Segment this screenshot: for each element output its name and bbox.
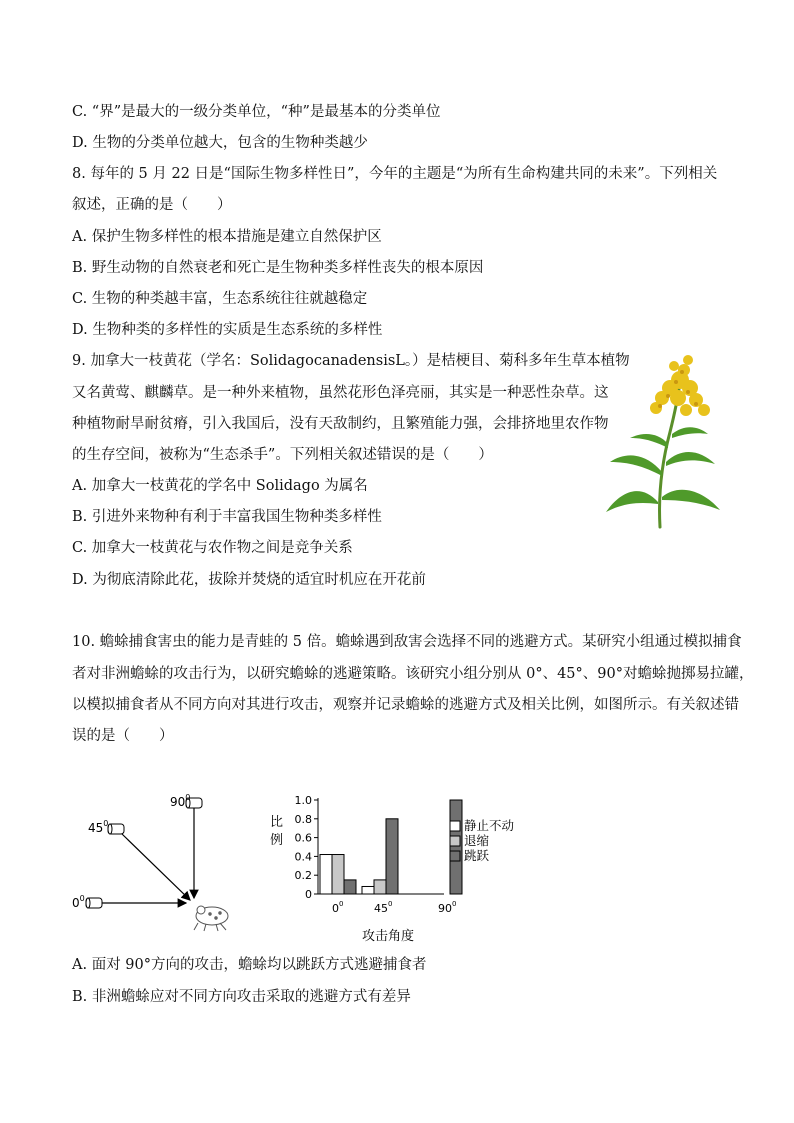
legend-label: 退缩	[464, 833, 490, 848]
option-d-q7: D. 生物的分类单位越大，包含的生物种类越少	[72, 135, 368, 151]
option-a-q8: A. 保护生物多样性的根本措施是建立自然保护区	[72, 229, 382, 245]
y-tick-label: 0.6	[294, 831, 312, 845]
question-10-stem: 10. 蟾蜍捕食害虫的能力是青蛙的 5 倍。蟾蜍遇到敌害会选择不同的逃避方式。某研究小组通过模拟捕食	[72, 634, 742, 650]
legend-label: 静止不动	[464, 818, 515, 833]
question-9-stem-2: 又名黄莺、麒麟草。是一种外来植物，虽然花形色泽亮丽，其实是一种恶性杂草。这	[72, 385, 609, 401]
legend-swatch	[450, 851, 460, 861]
bar-退缩-45	[374, 880, 386, 894]
x-tick-label: $0^0$	[332, 900, 344, 915]
option-a-q9: A. 加拿大一枝黄花的学名中 Solidago 为属名	[72, 478, 368, 494]
y-tick-label: 0	[305, 888, 312, 901]
ylabel-char-2: 例	[270, 833, 284, 848]
legend-label: 跳跃	[464, 848, 490, 863]
option-c-q7: C. “界”是最大的一级分类单位，“种”是最基本的分类单位	[72, 104, 441, 120]
bar-静止不动-45	[362, 886, 374, 894]
question-9-stem: 9. 加拿大一枝黄花（学名：SolidagocanadensisL。）是桔梗目、菊科多年生草本植物	[72, 353, 630, 369]
question-9-stem-3: 种植物耐旱耐贫瘠，引入我国后，没有天敌制约，且繁殖能力强，会排挤地里农作物	[72, 416, 609, 432]
option-b-q10: B. 非洲蟾蜍应对不同方向攻击采取的逃避方式有差异	[72, 989, 411, 1005]
attack-direction-diagram	[70, 788, 230, 938]
label-0: $0^0$	[72, 894, 85, 910]
option-a-q10: A. 面对 90°方向的攻击，蟾蜍均以跳跃方式逃避捕食者	[72, 957, 427, 973]
option-c-q9: C. 加拿大一枝黄花与农作物之间是竞争关系	[72, 540, 353, 556]
bar-跳跃-45	[386, 819, 398, 894]
bar-退缩-0	[332, 855, 344, 894]
question-10-stem-4: 误的是（ ）	[72, 728, 174, 744]
option-b-q8: B. 野生动物的自然衰老和死亡是生物种类多样性丧失的根本原因	[72, 260, 484, 276]
question-10-stem-2: 者对非洲蟾蜍的攻击行为，以研究蟾蜍的逃避策略。该研究小组分别从 0°、45°、90°对蟾蜍抛掷易拉罐，	[72, 666, 754, 682]
y-tick-label: 0.4	[294, 850, 312, 864]
label-90: $90^0$	[170, 793, 191, 809]
question-10-stem-3: 以模拟捕食者从不同方向对其进行攻击，观察并记录蟾蜍的逃避方式及相关比例，如图所示。有关叙述错	[72, 697, 739, 713]
option-c-q8: C. 生物的种类越丰富，生态系统往往就越稳定	[72, 291, 368, 307]
question-8-stem-cont: 叙述，正确的是（ ）	[72, 197, 232, 213]
can-0-icon	[86, 898, 102, 908]
legend-swatch	[450, 836, 460, 846]
option-b-q9: B. 引进外来物种有利于丰富我国生物种类多样性	[72, 509, 382, 525]
arrow-45	[122, 834, 190, 900]
ylabel-char-1: 比	[270, 815, 284, 830]
y-tick-label: 0.8	[294, 812, 312, 826]
xlabel: 攻击角度	[362, 929, 415, 944]
legend-swatch	[450, 821, 460, 831]
bar-跳跃-90	[450, 800, 462, 894]
y-tick-label: 0.2	[294, 869, 312, 883]
label-45: $45^0$	[88, 819, 109, 835]
bar-跳跃-0	[344, 880, 356, 894]
can-45-icon	[108, 824, 124, 834]
x-tick-label: $45^0$	[374, 900, 393, 915]
escape-ratio-chart	[262, 788, 532, 948]
x-tick-label: $90^0$	[438, 900, 457, 915]
question-8-stem: 8. 每年的 5 月 22 日是“国际生物多样性日”，今年的主题是“为所有生命构建共同的未来”。下列相关	[72, 166, 718, 182]
option-d-q8: D. 生物种类的多样性的实质是生态系统的多样性	[72, 322, 383, 338]
bar-静止不动-0	[320, 855, 332, 894]
goldenrod-plant-image	[600, 352, 725, 532]
y-tick-label: 1.0	[294, 794, 312, 807]
question-9-stem-4: 的生存空间，被称为“生态杀手”。下列相关叙述错误的是（ ）	[72, 447, 493, 463]
option-d-q9: D. 为彻底清除此花，拔除并焚烧的适宜时机应在开花前	[72, 572, 426, 588]
toad-icon	[194, 906, 228, 931]
